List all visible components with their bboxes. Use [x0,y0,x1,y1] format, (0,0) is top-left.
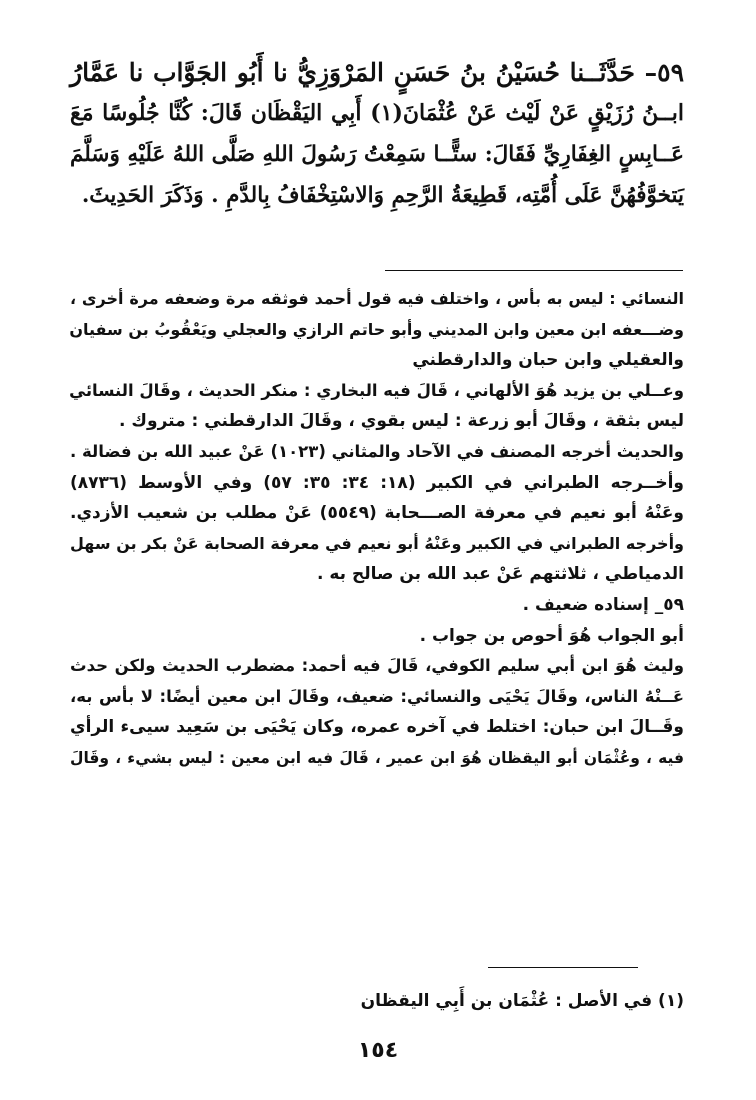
note-line: وعــلي بن يزيد هُوَ الألهاني ، قَالَ فيه البخاري : منكر الحديث ، وقَالَ النسائي [69,380,684,400]
note-line: وعَنْهُ أبو نعيم في معرفة الصـــحابة (٥٥٤٩) عَنْ مطلب بن شعيب الأزدي. [70,503,684,524]
note-line: فيه ، وعُثْمَان أبو اليقظان هُوَ ابن عمير ، قَالَ فيه ابن معين : ليس بشيء ، وقَالَ [70,748,684,767]
note-line: وقَــالَ ابن حبان: اختلط في آخره عمره، وكان يَحْيَى بن سَعِيد سيىء الرأي [70,717,684,738]
hadith-line: عَــابِسٍ الغِفَارِيِّ فَقَالَ: ستًّــا سَمِعْتُ رَسُولَ اللهِ صَلَّى اللهُ عَلَيْهِ وَسَلَّمَ [70,142,684,167]
note-line: ليس بثقة ، وقَالَ أبو زرعة : ليس بقوي ، وقَالَ الدارقطني : متروك . [119,411,684,432]
note-line: أبو الجواب هُوَ أحوص بن جواب . [419,625,684,646]
note-line: والعقيلي وابن حبان والدارقطني [412,350,684,371]
note-heading: ٥٩_ إسناده ضعيف . [522,594,684,615]
note-line: عَــنْهُ الناس، وقَالَ يَحْيَى والنسائي: ضعيف، وقَالَ ابن معين أيضًا: لا بأس به، [70,686,684,706]
note-line: وأخرجه الطبراني في الكبير وعَنْهُ أبو نعيم في معرفة الصحابة عَنْ بكر بن سهل [70,533,684,553]
note-line: النسائي : ليس به بأس ، واختلف فيه قول أحمد فوثقه مرة وضعفه مرة أخرى ، [70,289,684,308]
hadith-line: يَتخوَّفُهُنَّ عَلَى أُمَّتِه، قَطِيعَةُ الرَّحِمِ وَالاسْتِخْفَافُ بِالدَّمِ . وَذَكَرَ الحَدِيثَ. [81,183,684,208]
note-line: الدمياطي ، ثلاثتهم عَنْ عبد الله بن صالح به . [316,564,684,585]
hadith-text [70,52,684,216]
commentary-notes [70,284,684,774]
hadith-line: ٥٩– حَدَّثَــنا حُسَيْنُ بنُ حَسَنٍ المَرْوَزِيُّ نا أَبُو الجَوَّاب نا عَمَّارُ [70,58,684,87]
footnote: (١) في الأصل : عُثْمَان بن أَبِي اليقظان [360,991,684,1011]
note-line: وليث هُوَ ابن أبي سليم الكوفي، قَالَ فيه أحمد: مضطرب الحديث ولكن حدث [70,656,684,676]
hadith-line: ابــنُ رُزَيْقٍ عَنْ لَيْث عَنْ عُثْمَانَ(١) أَبِي اليَقْظَان قَالَ: كُنَّا جُلُوسًا مَعَ [70,100,684,126]
page-number: ١٥٤ [357,1038,399,1063]
notes-separator [385,270,683,271]
note-line: وأخــرجه الطبراني في الكبير (١٨: ٣٤: ٣٥: ٥٧) وفي الأوسط (٨٧٣٦) [70,472,684,493]
note-line: وضـــعفه ابن معين وابن المديني وأبو حاتم الرازي والعجلي ويَعْقُوبُ بن سفيان [69,319,684,339]
footnote-separator [488,967,638,968]
note-line: والحديث أخرجه المصنف في الآحاد والمثاني (١٠٢٣) عَنْ عبيد الله بن فضالة . [70,441,685,461]
